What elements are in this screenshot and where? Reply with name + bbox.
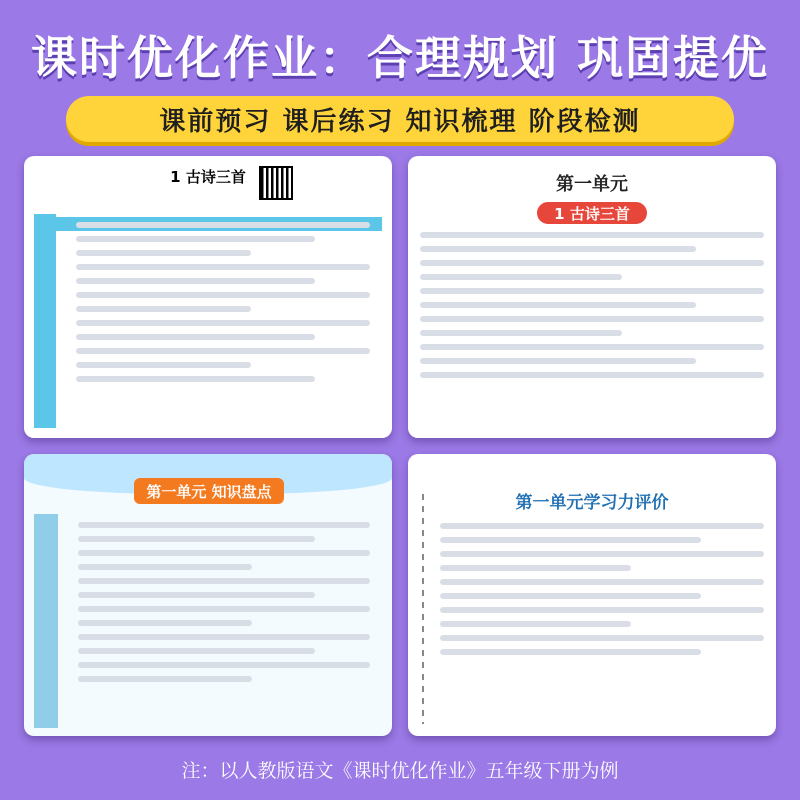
footnote: 注：以人教版语文《课时优化作业》五年级下册为例 <box>181 760 619 782</box>
table-side-column <box>34 214 56 428</box>
worksheet-lines <box>408 232 776 378</box>
preview-card-lesson <box>24 156 392 438</box>
table-side-column <box>34 514 58 728</box>
preview-card-unit <box>408 156 776 438</box>
card-title: 第一单元 知识盘点 <box>134 478 284 504</box>
card-subtitle: 1 古诗三首 <box>537 202 647 224</box>
headline: 课时优化作业：合理规划 巩固提优 <box>30 31 769 85</box>
card-title: 第一单元学习力评价 <box>515 493 669 513</box>
feature-banner: 课前预习 课后练习 知识梳理 阶段检测 <box>66 96 734 142</box>
worksheet-lines <box>64 214 382 390</box>
qr-code-icon <box>259 166 293 200</box>
worksheet-lines <box>408 523 776 655</box>
preview-card-assessment <box>408 454 776 736</box>
card-title: 1 古诗三首 <box>170 168 246 186</box>
binding-rail <box>422 494 424 724</box>
card-title: 第一单元 <box>556 174 628 195</box>
preview-card-summary <box>24 454 392 736</box>
worksheet-lines <box>66 514 382 690</box>
